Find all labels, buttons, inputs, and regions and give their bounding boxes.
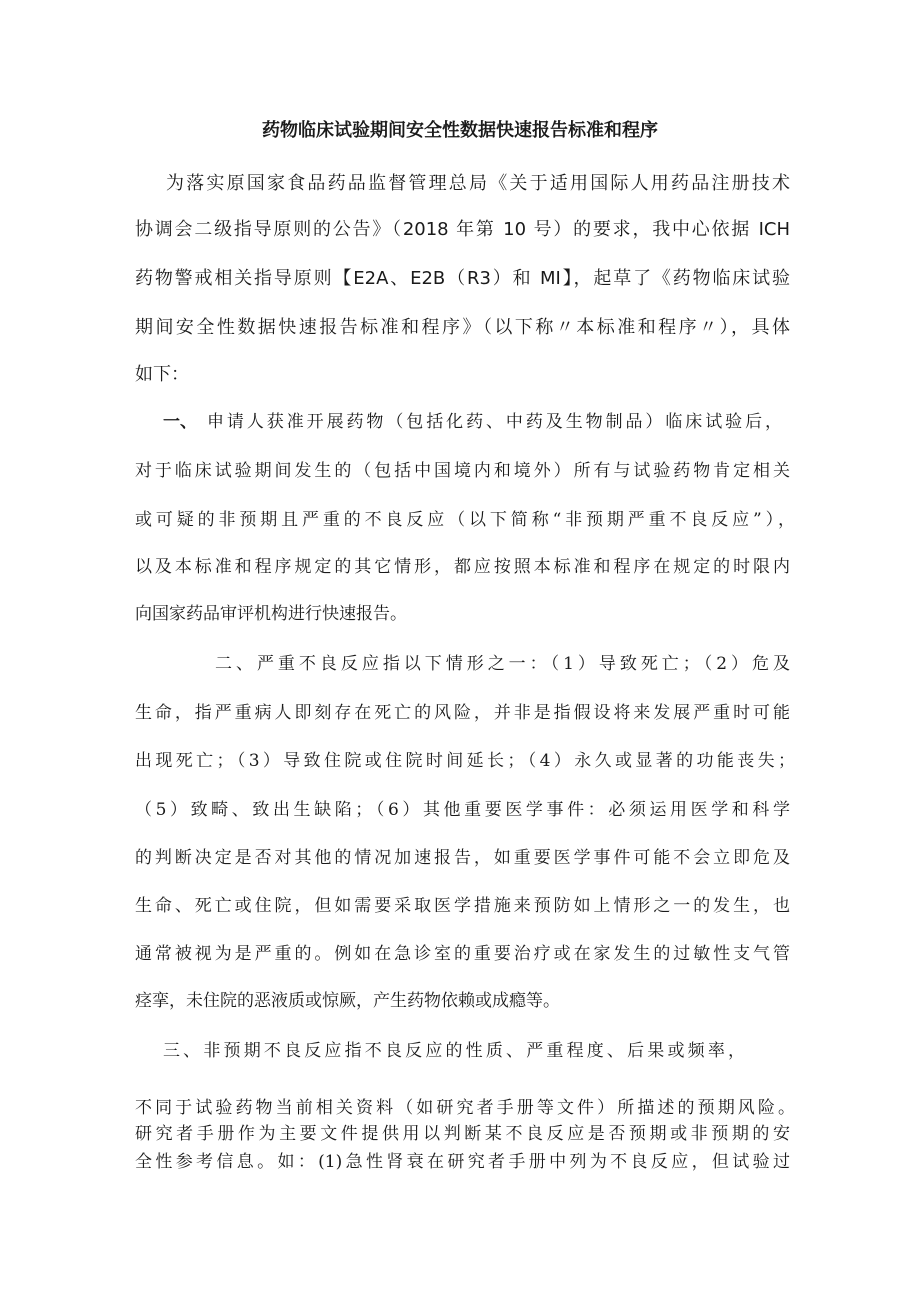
- section-1-line: 或可疑的非预期且严重的不良反应（以下简称“非预期严重不良反应”），: [135, 510, 795, 530]
- section-1-line: 申请人获准开展药物（包括化药、中药及生物制品）临床试验后，: [207, 412, 782, 432]
- section-3-line: 全性参考信息。如：(1)急性肾衰在研究者手册中列为不良反应，但试验过: [135, 1152, 790, 1172]
- section-2-line: 通常被视为是严重的。例如在急诊室的重要治疗或在家发生的过敏性支气管: [135, 944, 790, 964]
- section-3-line: 不同于试验药物当前相关资料（如研究者手册等文件）所描述的预期风险。: [135, 1098, 795, 1118]
- section-2-line: 的判断决定是否对其他的情况加速报告，如重要医学事件可能不会立即危及: [135, 848, 790, 868]
- section-1-heading: 一、: [163, 412, 197, 432]
- section-2-line: （5）致畸、致出生缺陷；（6）其他重要医学事件：必须运用医学和科学: [135, 800, 790, 820]
- section-2-line: 生命、死亡或住院，但如需要采取医学措施来预防如上情形之一的发生，也: [135, 896, 790, 916]
- intro-line: 药物警戒相关指导原则【E2A、E2B（R3）和 MI】，起草了《药物临床试验: [135, 268, 790, 289]
- section-2-line: 二、严重不良反应指以下情形之一：（1）导致死亡；（2）危及: [215, 654, 790, 674]
- section-2-line: 生命，指严重病人即刻存在死亡的风险，并非是指假设将来发展严重时可能: [135, 703, 790, 723]
- document-title: 药物临床试验期间安全性数据快速报告标准和程序: [262, 120, 658, 141]
- section-3-line: 三、非预期不良反应指不良反应的性质、严重程度、后果或频率，: [163, 1041, 745, 1061]
- intro-line: 为落实原国家食品药品监督管理总局《关于适用国际人用药品注册技术: [166, 173, 790, 194]
- intro-line: 期间安全性数据快速报告标准和程序》（以下称〃本标准和程序〃），具体: [135, 317, 790, 338]
- intro-line: 如下：: [135, 364, 189, 385]
- section-1-line: 对于临床试验期间发生的（包括中国境内和境外）所有与试验药物肯定相关: [135, 461, 790, 481]
- intro-line: 协调会二级指导原则的公告》（2018 年第 10 号）的要求，我中心依据 ICH: [135, 219, 790, 240]
- section-1-line: 以及本标准和程序规定的其它情形，都应按照本标准和程序在规定的时限内: [135, 557, 790, 577]
- section-2-line: 出现死亡；（3）导致住院或住院时间延长；（4）永久或显著的功能丧失；: [135, 751, 795, 771]
- section-2-line: 痉挛，未住院的恶液质或惊厥，产生药物依赖或成瘾等。: [135, 991, 560, 1011]
- section-1-line: 向国家药品审评机构进行快速报告。: [135, 604, 407, 624]
- section-3-line: 研究者手册作为主要文件提供用以判断某不良反应是否预期或非预期的安: [135, 1124, 790, 1144]
